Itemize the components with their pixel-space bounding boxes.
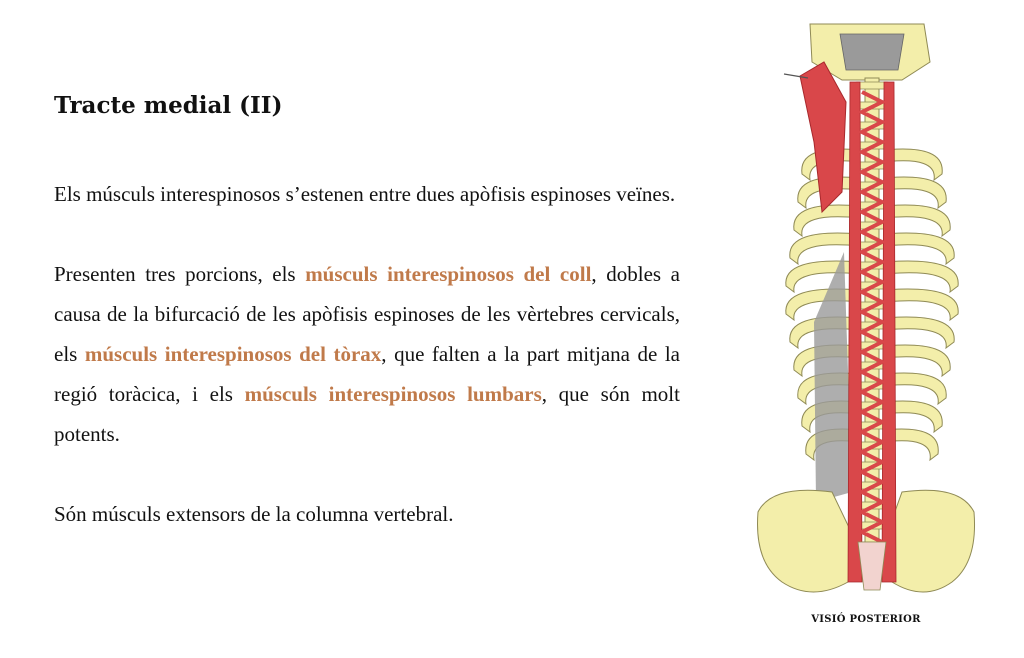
- suboccipital-muscles: [840, 34, 904, 70]
- page-title: Tracte medial (II): [54, 92, 283, 119]
- back-anatomy-illustration: [752, 22, 980, 604]
- text-segment: Presenten tres porcions, els: [54, 262, 306, 286]
- erector-right: [882, 82, 896, 582]
- highlighted-term: músculs interespinosos del tòrax: [84, 342, 382, 366]
- text-segment: , que falten a la part mitjana de la regió toràcica, i els: [54, 342, 680, 406]
- text-segment: Els músculs interespinosos s’estenen entre dues apòfisis espinoses veïnes.: [54, 182, 676, 206]
- pelvis-left: [758, 490, 857, 592]
- pelvis-right: [884, 490, 975, 592]
- highlighted-term: músculs interespinosos lumbars: [244, 382, 542, 406]
- text-segment: , dobles a causa de la bifurcació de les apòfisis espinoses de les vèrtebres cervicals, els: [54, 262, 680, 366]
- body-text: [54, 174, 680, 534]
- paragraph-2: [54, 254, 680, 454]
- text-column: [54, 90, 680, 574]
- sacrum: [858, 542, 886, 590]
- paragraph-1: [54, 174, 680, 214]
- paragraph-3: [54, 494, 680, 534]
- highlighted-term: músculs interespinosos del coll: [305, 262, 592, 286]
- text-segment: Són músculs extensors de la columna vertebral.: [54, 502, 454, 526]
- figure-caption: VISIÓ POSTERIOR: [811, 614, 921, 625]
- text-segment: , que són molt potents.: [54, 382, 680, 446]
